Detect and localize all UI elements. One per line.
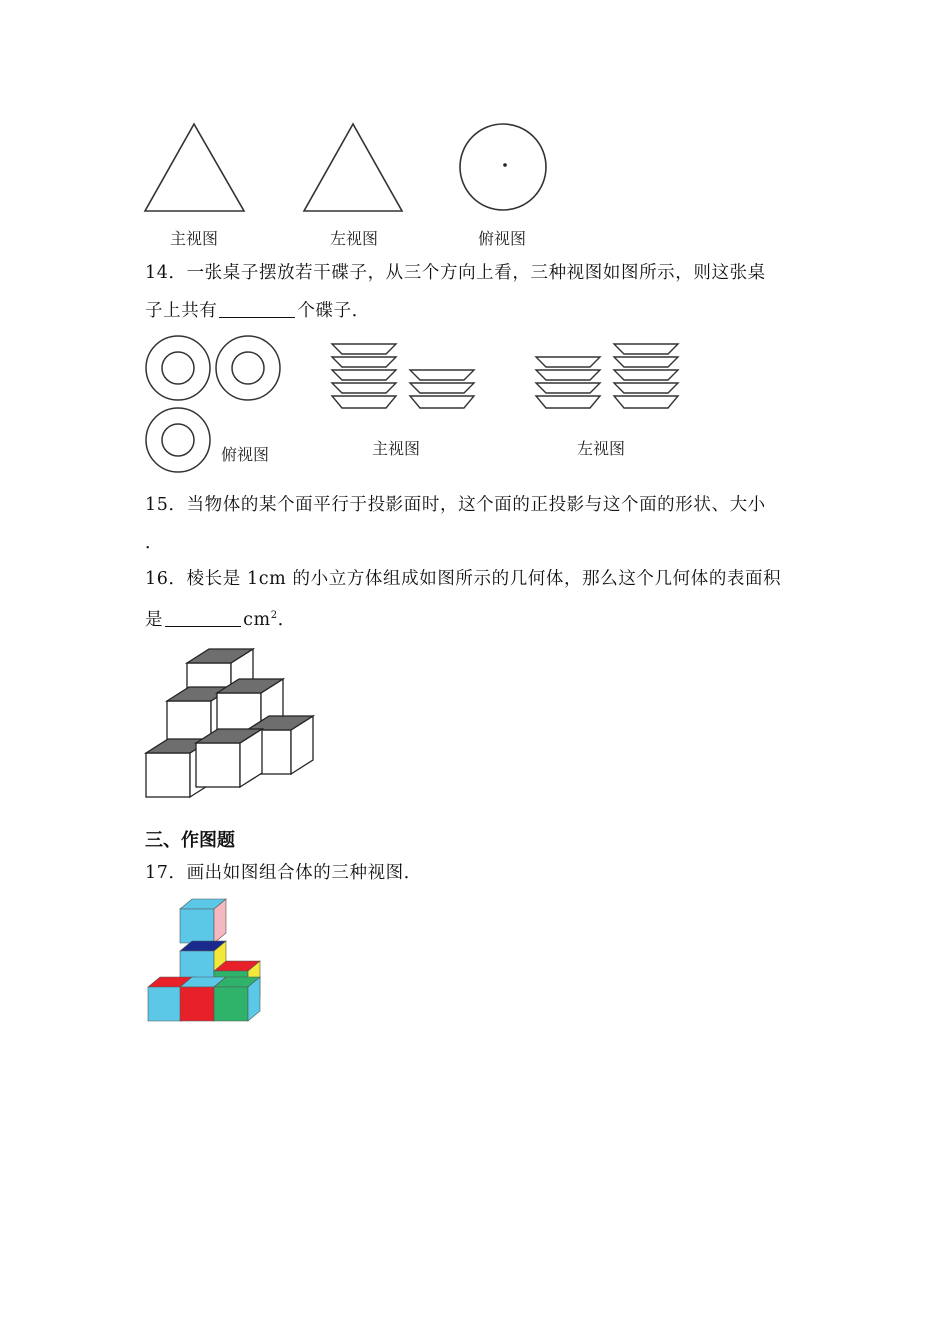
- top-view-plate-2: [216, 336, 280, 400]
- left-view-stack-5: [614, 344, 678, 408]
- q16-line2: [145, 597, 296, 639]
- cube-bottom-center: [196, 729, 262, 787]
- q16-line2-pre: 是: [145, 609, 164, 630]
- section-3-title: 三、作图题: [145, 830, 235, 851]
- top-view-plate-3: [146, 408, 210, 472]
- q16-line2-post: ．: [277, 609, 296, 630]
- fig13-top-label: 俯视图: [478, 229, 527, 248]
- q16-unit: cm: [243, 609, 271, 630]
- top-view-plate-1: [146, 336, 210, 400]
- q17-line1: 17．画出如图组合体的三种视图．: [145, 863, 422, 883]
- left-view-stack-4: [536, 357, 600, 408]
- top-view-circle: [460, 124, 546, 210]
- fig13-front-label: 主视图: [170, 229, 219, 248]
- cube-bottom-left-front: [148, 987, 182, 1021]
- q14-line1: 14．一张桌子摆放若干碟子，从三个方向上看，三种视图如图所示，则这张桌: [145, 263, 766, 283]
- figure-13-views: [0, 118, 950, 238]
- figure-16-cube-pyramid: [140, 635, 310, 805]
- q14-line2: [145, 292, 370, 330]
- cube-bottom-center-front: [180, 987, 214, 1021]
- q15-line1: 15．当物体的某个面平行于投影面时，这个面的正投影与这个面的形状、大小: [145, 495, 766, 515]
- fig14-left-label: 左视图: [577, 439, 626, 458]
- front-view-triangle: [145, 124, 244, 211]
- fig13-left-label: 左视图: [330, 229, 379, 248]
- front-view-stack-5: [332, 344, 396, 408]
- figure-14-views: [0, 330, 950, 480]
- top-view-center-dot: [503, 163, 507, 167]
- q15-line2: ．: [145, 533, 164, 553]
- q16-line1: 16．棱长是 1cm 的小立方体组成如图所示的几何体，那么这个几何体的表面积: [145, 569, 782, 589]
- fig14-front-label: 主视图: [372, 439, 421, 458]
- q14-line2-post: 个碟子．: [297, 301, 370, 321]
- front-view-stack-3: [410, 370, 474, 408]
- cube-bottom-right-front: [214, 987, 248, 1021]
- figure-17-colored-cubes: [140, 893, 280, 1023]
- q16-answer-blank[interactable]: [165, 606, 241, 627]
- q14-line2-pre: 子上共有: [145, 301, 218, 321]
- q16-unit-sup: 2: [270, 610, 278, 621]
- fig14-top-label: 俯视图: [221, 445, 270, 464]
- cube-top-front: [180, 909, 214, 943]
- left-view-triangle: [304, 124, 402, 211]
- q14-answer-blank[interactable]: [219, 297, 295, 318]
